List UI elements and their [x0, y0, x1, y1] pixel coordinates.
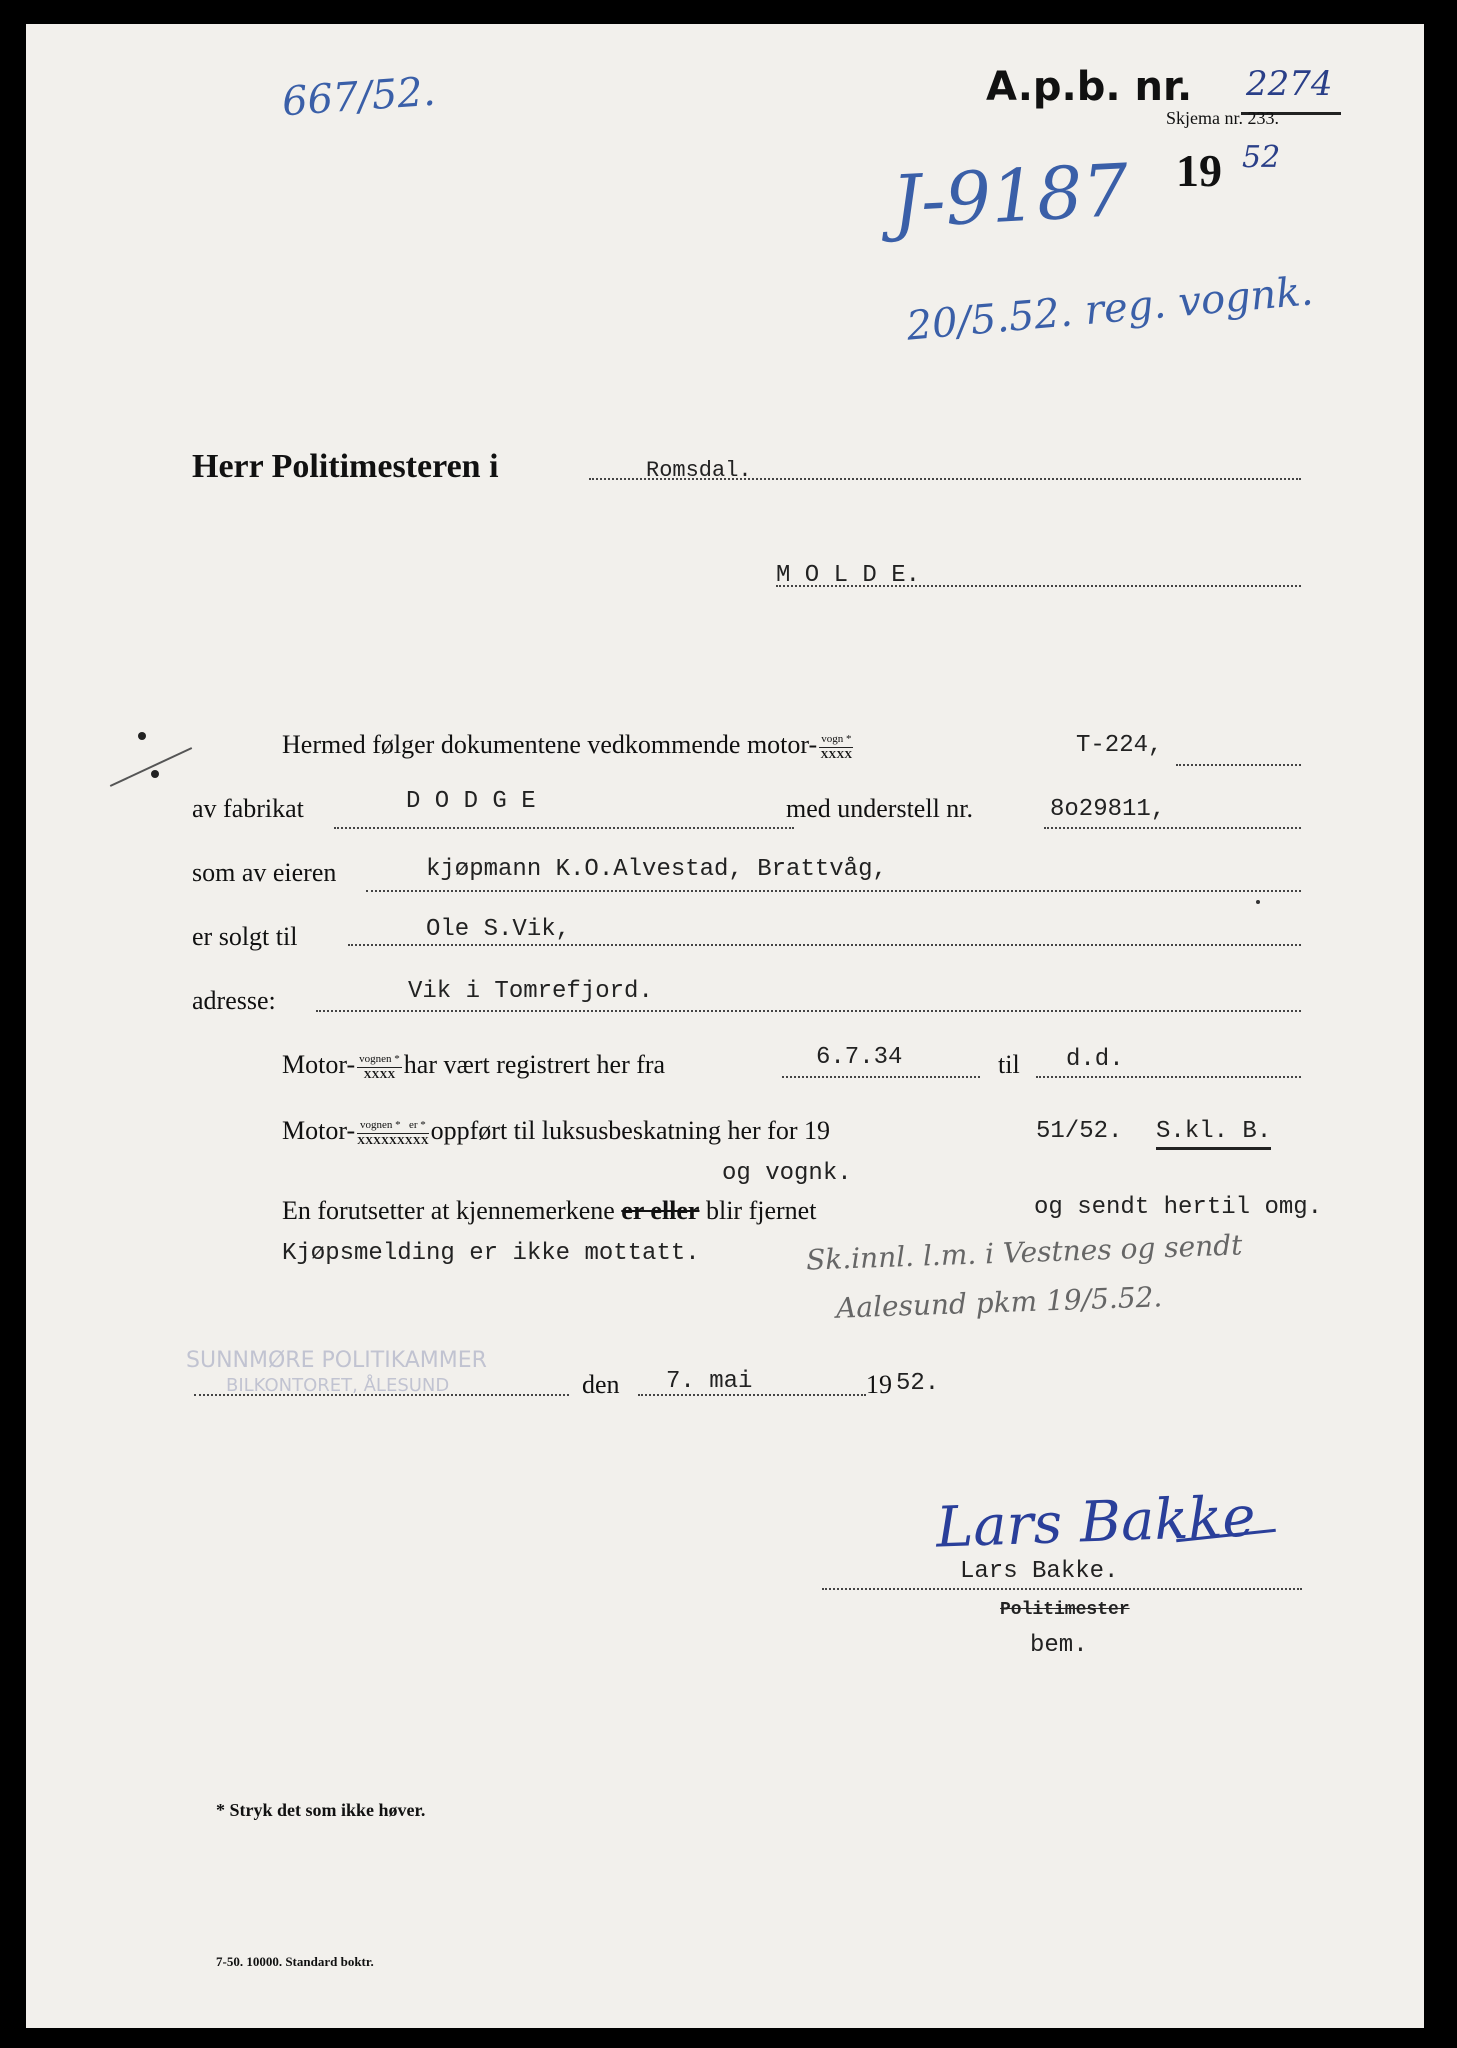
fabrikat-value: D O D G E — [406, 788, 536, 815]
og-vognk: og vognk. — [722, 1160, 852, 1187]
eier-dots — [366, 890, 1301, 892]
addressee-district: Romsdal. — [646, 458, 752, 483]
margin-mark — [110, 747, 192, 787]
title: bem. — [1030, 1632, 1088, 1659]
office-stamp — [186, 1348, 487, 1396]
printer-mark: 7-50. 10000. Standard boktr. — [216, 1954, 374, 1969]
adresse-dots — [316, 1010, 1301, 1012]
date-year-suffix: 52. — [896, 1370, 940, 1397]
registration-note-handwritten: 20/5.52. reg. vognk. — [904, 268, 1315, 350]
place-dots — [194, 1394, 569, 1396]
vognen-er-fraction — [357, 1120, 429, 1147]
year-prefix: 19 — [1176, 145, 1222, 196]
vognen-er-fraction-top — [357, 1120, 429, 1134]
office-stamp-line-2: BILKONTORET, ÅLESUND — [226, 1375, 450, 1396]
luksus-line — [282, 1116, 830, 1147]
luksus-class: S.kl. B. — [1156, 1118, 1271, 1150]
vehicle-reg: T-224, — [1076, 732, 1163, 759]
eier-label: som av eieren — [192, 858, 337, 887]
apb-number: 2274 — [1246, 64, 1333, 104]
solgt-dots — [348, 944, 1301, 946]
office-stamp-line-1: SUNNMØRE POLITIKAMMER — [186, 1348, 487, 1373]
fabrikat-label: av fabrikat — [192, 794, 304, 823]
vognen-er-fraction-bottom: XXXXXXXXX — [357, 1134, 429, 1147]
solgt-label: er solgt til — [192, 922, 298, 951]
skjema-label: Skjema nr. 233. — [1166, 108, 1279, 128]
eier-value: kjøpmann K.O.Alvestad, Brattvåg, — [426, 856, 887, 883]
registrert-line — [282, 1050, 665, 1081]
footnote: * Stryk det som ikke høver. — [216, 1800, 426, 1820]
speck — [1256, 900, 1260, 904]
understell-number: 8o29811, — [1050, 796, 1166, 823]
kjoper-value: Ole S.Vik, — [426, 916, 571, 943]
apb-label: A.p.b. nr. — [986, 64, 1193, 110]
reg-til-dots — [1036, 1076, 1301, 1078]
understell-label: med understell nr. — [786, 794, 974, 823]
kjopsmelding: Kjøpsmelding er ikke mottatt. — [282, 1240, 700, 1267]
reg-til-value: d.d. — [1066, 1046, 1124, 1073]
hermed-label: Hermed følger dokumentene vedkommende motor- — [282, 730, 818, 759]
title-struck: Politimester — [1000, 1600, 1130, 1620]
vogn-fraction-bottom: XXXX — [820, 748, 853, 761]
adresse-label: adresse: — [192, 986, 276, 1015]
j-number-handwritten: J-9187 — [889, 147, 1131, 245]
addressee-label: Herr Politimesteren i — [192, 448, 499, 485]
motor-label: Motor- — [282, 1050, 356, 1079]
fabrikat-dots — [334, 827, 794, 829]
vognen-fraction-bottom: XXXX — [363, 1068, 396, 1081]
signer-typed: Lars Bakke. — [960, 1558, 1119, 1585]
margin-dot-1 — [138, 732, 146, 740]
forutsetter-label: En forutsetter at kjennemerkene — [282, 1196, 615, 1225]
fjernet-label: blir fjernet — [705, 1196, 817, 1225]
vehicle-reg-dots — [1176, 764, 1301, 766]
ref-number-handwritten: 667/52. — [280, 68, 437, 126]
vogn-fraction-top: vogn * — [819, 734, 853, 748]
til-label: til — [998, 1050, 1020, 1079]
vognen-er-top-a: vognen * — [360, 1118, 401, 1131]
hand-note-line-1: Sk.innl. l.m. i Vestnes og sendt — [805, 1228, 1243, 1277]
vognen-fraction-top: vognen * — [357, 1054, 402, 1068]
den-label: den — [582, 1370, 620, 1399]
signature: Lars Bakke — [934, 1484, 1257, 1561]
motor-label-2: Motor- — [282, 1116, 356, 1145]
forutsetter-struck: er eller — [621, 1196, 700, 1225]
adresse-value: Vik i Tomrefjord. — [408, 978, 653, 1005]
date-year-prefix: 19 — [866, 1370, 892, 1399]
year-suffix: 52 — [1242, 140, 1281, 175]
date-day-month: 7. mai — [666, 1368, 753, 1395]
forutsetter-line — [282, 1196, 816, 1226]
addressee-city: M O L D E. — [776, 562, 921, 589]
margin-dot-2 — [151, 770, 159, 778]
luksus-label: oppført til luksusbeskatning her for 19 — [430, 1116, 830, 1145]
fjernet-typed: og sendt hertil omg. — [1034, 1194, 1323, 1221]
document-page — [26, 24, 1424, 2028]
vogn-fraction — [819, 734, 853, 761]
understell-dots — [1044, 827, 1301, 829]
vognen-fraction — [357, 1054, 402, 1081]
signature-dots — [822, 1588, 1302, 1590]
vognen-er-top-b: er * — [408, 1118, 426, 1131]
hand-note-line-2: Aalesund pkm 19/5.52. — [835, 1280, 1163, 1325]
registrert-label: har vært registrert her fra — [403, 1050, 666, 1079]
reg-fra-dots — [782, 1076, 980, 1078]
hermed-line — [282, 730, 855, 761]
reg-fra-value: 6.7.34 — [816, 1044, 903, 1071]
luksus-year: 51/52. — [1036, 1118, 1123, 1145]
